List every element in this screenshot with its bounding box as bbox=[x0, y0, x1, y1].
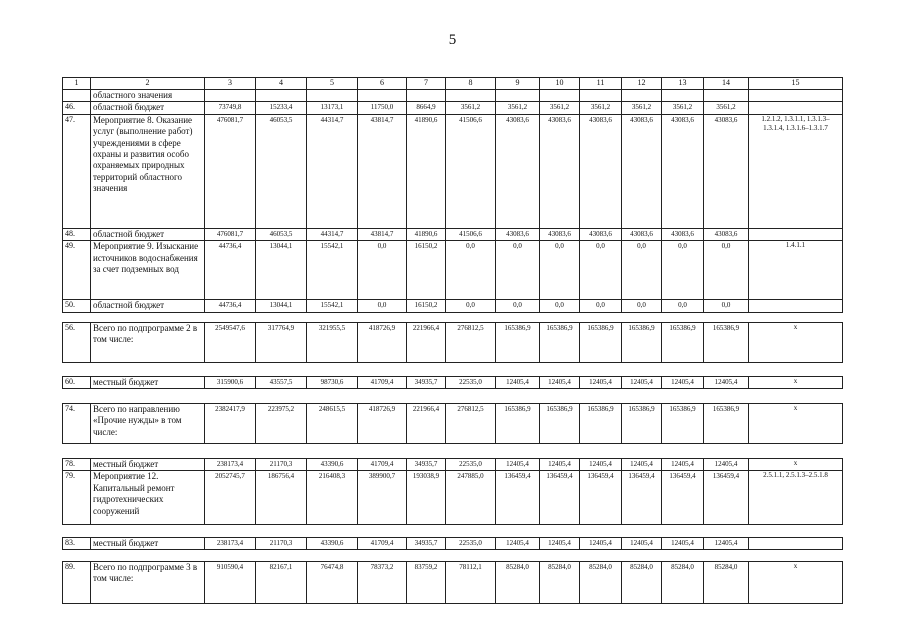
header-cell: 4 bbox=[256, 78, 307, 90]
value-cell: 315900,6 bbox=[205, 377, 256, 389]
value-cell: 136459,4 bbox=[496, 471, 540, 525]
value-cell: 85284,0 bbox=[622, 562, 662, 604]
value-cell: 2549547,6 bbox=[205, 323, 256, 363]
value-cell: 418726,9 bbox=[358, 323, 407, 363]
budget-table-local-budget-83 bbox=[62, 537, 843, 550]
value-cell: 16150,2 bbox=[407, 241, 446, 300]
value-cell: 11750,0 bbox=[358, 102, 407, 114]
value-cell: 73749,8 bbox=[205, 102, 256, 114]
indicator-note: 2.5.1.1, 2.5.1.3–2.5.1.8 bbox=[749, 471, 843, 525]
value-cell: 43083,6 bbox=[622, 228, 662, 240]
value-cell: 43083,6 bbox=[704, 114, 749, 228]
value-cell: 21170,3 bbox=[256, 538, 307, 550]
value-cell: 12405,4 bbox=[540, 538, 580, 550]
indicator-note: x bbox=[749, 459, 843, 471]
value-cell: 98730,6 bbox=[307, 377, 358, 389]
value-cell: 12405,4 bbox=[580, 538, 622, 550]
value-cell: 12405,4 bbox=[622, 377, 662, 389]
indicator-note: x bbox=[749, 377, 843, 389]
value-cell: 34935,7 bbox=[407, 538, 446, 550]
value-cell: 12405,4 bbox=[580, 377, 622, 389]
value-cell: 0,0 bbox=[622, 300, 662, 312]
header-cell: 9 bbox=[496, 78, 540, 90]
value-cell: 41506,6 bbox=[446, 228, 496, 240]
value-cell: 22535,0 bbox=[446, 459, 496, 471]
table-row bbox=[63, 471, 843, 525]
value-cell: 15542,1 bbox=[307, 241, 358, 300]
value-cell: 0,0 bbox=[446, 300, 496, 312]
budget-table-measure-12 bbox=[62, 458, 843, 525]
value-cell: 44314,7 bbox=[307, 114, 358, 228]
value-cell: 0,0 bbox=[704, 300, 749, 312]
value-cell bbox=[307, 90, 358, 102]
row-number: 46. bbox=[63, 102, 91, 114]
value-cell: 12405,4 bbox=[662, 377, 704, 389]
value-cell: 238173,4 bbox=[205, 538, 256, 550]
value-cell: 389900,7 bbox=[358, 471, 407, 525]
row-number: 89. bbox=[63, 562, 91, 604]
value-cell: 43557,5 bbox=[256, 377, 307, 389]
budget-table-other-needs-total bbox=[62, 403, 843, 444]
value-cell bbox=[256, 90, 307, 102]
budget-table-local-budget-60 bbox=[62, 376, 843, 389]
header-cell: 10 bbox=[540, 78, 580, 90]
value-cell: 165386,9 bbox=[622, 323, 662, 363]
row-name: местный бюджет bbox=[91, 459, 205, 471]
indicator-note: 1.4.1.1 bbox=[749, 241, 843, 300]
value-cell: 0,0 bbox=[662, 300, 704, 312]
value-cell bbox=[446, 90, 496, 102]
value-cell: 78373,2 bbox=[358, 562, 407, 604]
value-cell: 43083,6 bbox=[540, 114, 580, 228]
value-cell: 476081,7 bbox=[205, 228, 256, 240]
value-cell: 136459,4 bbox=[580, 471, 622, 525]
value-cell: 12405,4 bbox=[540, 459, 580, 471]
budget-table-subprogram-3-total bbox=[62, 561, 843, 604]
value-cell: 216408,3 bbox=[307, 471, 358, 525]
value-cell: 83759,2 bbox=[407, 562, 446, 604]
value-cell: 0,0 bbox=[358, 241, 407, 300]
value-cell bbox=[205, 90, 256, 102]
value-cell: 76474,8 bbox=[307, 562, 358, 604]
value-cell: 165386,9 bbox=[662, 404, 704, 444]
indicator-note bbox=[749, 538, 843, 550]
value-cell: 248615,5 bbox=[307, 404, 358, 444]
row-number: 56. bbox=[63, 323, 91, 363]
row-name: областной бюджет bbox=[91, 102, 205, 114]
value-cell: 41890,6 bbox=[407, 228, 446, 240]
value-cell: 12405,4 bbox=[704, 459, 749, 471]
value-cell: 43083,6 bbox=[704, 228, 749, 240]
value-cell: 82167,1 bbox=[256, 562, 307, 604]
value-cell: 43083,6 bbox=[540, 228, 580, 240]
value-cell: 418726,9 bbox=[358, 404, 407, 444]
row-number: 83. bbox=[63, 538, 91, 550]
value-cell: 2382417,9 bbox=[205, 404, 256, 444]
value-cell: 12405,4 bbox=[580, 459, 622, 471]
value-cell: 34935,7 bbox=[407, 459, 446, 471]
value-cell: 165386,9 bbox=[580, 323, 622, 363]
value-cell: 165386,9 bbox=[540, 323, 580, 363]
value-cell: 43083,6 bbox=[580, 114, 622, 228]
row-name: Всего по направлению «Прочие нужды» в том числе: bbox=[91, 404, 205, 444]
table-row bbox=[63, 241, 843, 300]
value-cell: 0,0 bbox=[358, 300, 407, 312]
row-number: 48. bbox=[63, 228, 91, 240]
row-number: 47. bbox=[63, 114, 91, 228]
value-cell: 22535,0 bbox=[446, 538, 496, 550]
value-cell: 12405,4 bbox=[704, 538, 749, 550]
value-cell: 12405,4 bbox=[496, 538, 540, 550]
value-cell: 186756,4 bbox=[256, 471, 307, 525]
value-cell: 21170,3 bbox=[256, 459, 307, 471]
indicator-note bbox=[749, 300, 843, 312]
header-cell: 12 bbox=[622, 78, 662, 90]
value-cell: 85284,0 bbox=[496, 562, 540, 604]
value-cell: 43390,6 bbox=[307, 459, 358, 471]
header-cell: 15 bbox=[749, 78, 843, 90]
value-cell: 165386,9 bbox=[704, 404, 749, 444]
table-row bbox=[63, 114, 843, 228]
value-cell: 85284,0 bbox=[662, 562, 704, 604]
header-cell: 13 bbox=[662, 78, 704, 90]
value-cell: 13044,1 bbox=[256, 241, 307, 300]
value-cell: 46053,5 bbox=[256, 228, 307, 240]
value-cell: 43083,6 bbox=[580, 228, 622, 240]
value-cell: 223975,2 bbox=[256, 404, 307, 444]
header-cell: 5 bbox=[307, 78, 358, 90]
header-cell: 11 bbox=[580, 78, 622, 90]
value-cell: 165386,9 bbox=[704, 323, 749, 363]
value-cell: 165386,9 bbox=[622, 404, 662, 444]
value-cell: 165386,9 bbox=[496, 404, 540, 444]
value-cell bbox=[540, 90, 580, 102]
indicator-note bbox=[749, 228, 843, 240]
row-name: Мероприятие 9. Изыскание источников водоснабжения за счет подземных вод bbox=[91, 241, 205, 300]
value-cell: 3561,2 bbox=[496, 102, 540, 114]
header-cell: 2 bbox=[91, 78, 205, 90]
value-cell: 41506,6 bbox=[446, 114, 496, 228]
row-name: местный бюджет bbox=[91, 377, 205, 389]
value-cell: 12405,4 bbox=[622, 538, 662, 550]
table-row bbox=[63, 228, 843, 240]
indicator-note: x bbox=[749, 404, 843, 444]
value-cell: 3561,2 bbox=[662, 102, 704, 114]
value-cell bbox=[358, 90, 407, 102]
value-cell: 3561,2 bbox=[540, 102, 580, 114]
value-cell: 276812,5 bbox=[446, 404, 496, 444]
value-cell: 0,0 bbox=[540, 241, 580, 300]
value-cell: 15542,1 bbox=[307, 300, 358, 312]
row-number: 78. bbox=[63, 459, 91, 471]
indicator-note: x bbox=[749, 562, 843, 604]
value-cell: 910590,4 bbox=[205, 562, 256, 604]
value-cell: 3561,2 bbox=[580, 102, 622, 114]
value-cell: 321955,5 bbox=[307, 323, 358, 363]
value-cell: 43390,6 bbox=[307, 538, 358, 550]
value-cell: 165386,9 bbox=[580, 404, 622, 444]
row-name: местный бюджет bbox=[91, 538, 205, 550]
value-cell: 78112,1 bbox=[446, 562, 496, 604]
value-cell: 276812,5 bbox=[446, 323, 496, 363]
value-cell bbox=[662, 90, 704, 102]
value-cell: 12405,4 bbox=[662, 538, 704, 550]
row-number: 79. bbox=[63, 471, 91, 525]
row-name: Всего по подпрограмме 3 в том числе: bbox=[91, 562, 205, 604]
value-cell: 85284,0 bbox=[580, 562, 622, 604]
header-cell: 3 bbox=[205, 78, 256, 90]
value-cell: 317764,9 bbox=[256, 323, 307, 363]
value-cell: 85284,0 bbox=[704, 562, 749, 604]
table-row bbox=[63, 538, 843, 550]
value-cell: 43083,6 bbox=[496, 114, 540, 228]
value-cell: 13173,1 bbox=[307, 102, 358, 114]
value-cell: 12405,4 bbox=[496, 377, 540, 389]
row-number: 60. bbox=[63, 377, 91, 389]
budget-table-main bbox=[62, 77, 843, 313]
value-cell: 2052745,7 bbox=[205, 471, 256, 525]
indicator-note bbox=[749, 90, 843, 102]
value-cell: 43083,6 bbox=[622, 114, 662, 228]
value-cell: 12405,4 bbox=[704, 377, 749, 389]
value-cell bbox=[496, 90, 540, 102]
value-cell: 41709,4 bbox=[358, 459, 407, 471]
row-number: 50. bbox=[63, 300, 91, 312]
row-number: 49. bbox=[63, 241, 91, 300]
value-cell: 136459,4 bbox=[540, 471, 580, 525]
value-cell: 43083,6 bbox=[496, 228, 540, 240]
table-row bbox=[63, 459, 843, 471]
value-cell: 3561,2 bbox=[622, 102, 662, 114]
value-cell: 165386,9 bbox=[540, 404, 580, 444]
header-cell: 8 bbox=[446, 78, 496, 90]
table-row bbox=[63, 377, 843, 389]
page-number: 5 bbox=[448, 32, 457, 48]
row-number: 74. bbox=[63, 404, 91, 444]
header-cell: 1 bbox=[63, 78, 91, 90]
table-row bbox=[63, 102, 843, 114]
value-cell: 0,0 bbox=[580, 300, 622, 312]
value-cell: 44736,4 bbox=[205, 241, 256, 300]
value-cell: 0,0 bbox=[540, 300, 580, 312]
value-cell: 0,0 bbox=[580, 241, 622, 300]
value-cell bbox=[704, 90, 749, 102]
value-cell: 41709,4 bbox=[358, 377, 407, 389]
value-cell: 12405,4 bbox=[662, 459, 704, 471]
value-cell: 44314,7 bbox=[307, 228, 358, 240]
value-cell: 41890,6 bbox=[407, 114, 446, 228]
row-name: Мероприятие 8. Оказание услуг (выполнение работ) учреждениями в сфере охраны и развития особо охраняемых природных территорий областного значения bbox=[91, 114, 205, 228]
row-name: областной бюджет bbox=[91, 228, 205, 240]
value-cell: 12405,4 bbox=[622, 459, 662, 471]
value-cell bbox=[622, 90, 662, 102]
header-cell: 6 bbox=[358, 78, 407, 90]
table-row bbox=[63, 323, 843, 363]
value-cell: 0,0 bbox=[662, 241, 704, 300]
value-cell: 0,0 bbox=[496, 300, 540, 312]
value-cell: 12405,4 bbox=[496, 459, 540, 471]
value-cell: 43083,6 bbox=[662, 228, 704, 240]
row-number bbox=[63, 90, 91, 102]
indicator-note: 1.2.1.2, 1.3.1.1, 1.3.1.3–1.3.1.4, 1.3.1.6–1.3.1.7 bbox=[749, 114, 843, 228]
value-cell: 43814,7 bbox=[358, 114, 407, 228]
value-cell: 0,0 bbox=[496, 241, 540, 300]
value-cell: 193038,9 bbox=[407, 471, 446, 525]
value-cell: 34935,7 bbox=[407, 377, 446, 389]
header-cell: 14 bbox=[704, 78, 749, 90]
value-cell: 43814,7 bbox=[358, 228, 407, 240]
value-cell: 44736,4 bbox=[205, 300, 256, 312]
value-cell: 46053,5 bbox=[256, 114, 307, 228]
value-cell: 221966,4 bbox=[407, 323, 446, 363]
row-name: областной бюджет bbox=[91, 300, 205, 312]
value-cell: 3561,2 bbox=[704, 102, 749, 114]
value-cell: 13044,1 bbox=[256, 300, 307, 312]
table-row bbox=[63, 404, 843, 444]
value-cell: 136459,4 bbox=[662, 471, 704, 525]
value-cell: 16150,2 bbox=[407, 300, 446, 312]
value-cell: 165386,9 bbox=[496, 323, 540, 363]
value-cell: 22535,0 bbox=[446, 377, 496, 389]
row-name: Мероприятие 12. Капитальный ремонт гидротехнических сооружений bbox=[91, 471, 205, 525]
table-row bbox=[63, 90, 843, 102]
value-cell: 165386,9 bbox=[662, 323, 704, 363]
value-cell: 238173,4 bbox=[205, 459, 256, 471]
value-cell: 221966,4 bbox=[407, 404, 446, 444]
value-cell: 85284,0 bbox=[540, 562, 580, 604]
value-cell: 476081,7 bbox=[205, 114, 256, 228]
value-cell: 136459,4 bbox=[622, 471, 662, 525]
value-cell: 247885,0 bbox=[446, 471, 496, 525]
indicator-note: x bbox=[749, 323, 843, 363]
value-cell: 8664,9 bbox=[407, 102, 446, 114]
value-cell: 12405,4 bbox=[540, 377, 580, 389]
value-cell: 41709,4 bbox=[358, 538, 407, 550]
value-cell: 3561,2 bbox=[446, 102, 496, 114]
value-cell: 43083,6 bbox=[662, 114, 704, 228]
value-cell bbox=[580, 90, 622, 102]
value-cell: 136459,4 bbox=[704, 471, 749, 525]
row-name: Всего по подпрограмме 2 в том числе: bbox=[91, 323, 205, 363]
value-cell bbox=[407, 90, 446, 102]
indicator-note bbox=[749, 102, 843, 114]
value-cell: 0,0 bbox=[704, 241, 749, 300]
header-row bbox=[63, 78, 843, 90]
budget-table-subprogram-2-total bbox=[62, 322, 843, 363]
table-row bbox=[63, 300, 843, 312]
row-name: областного значения bbox=[91, 90, 205, 102]
value-cell: 0,0 bbox=[446, 241, 496, 300]
value-cell: 15233,4 bbox=[256, 102, 307, 114]
value-cell: 0,0 bbox=[622, 241, 662, 300]
header-cell: 7 bbox=[407, 78, 446, 90]
table-row bbox=[63, 562, 843, 604]
